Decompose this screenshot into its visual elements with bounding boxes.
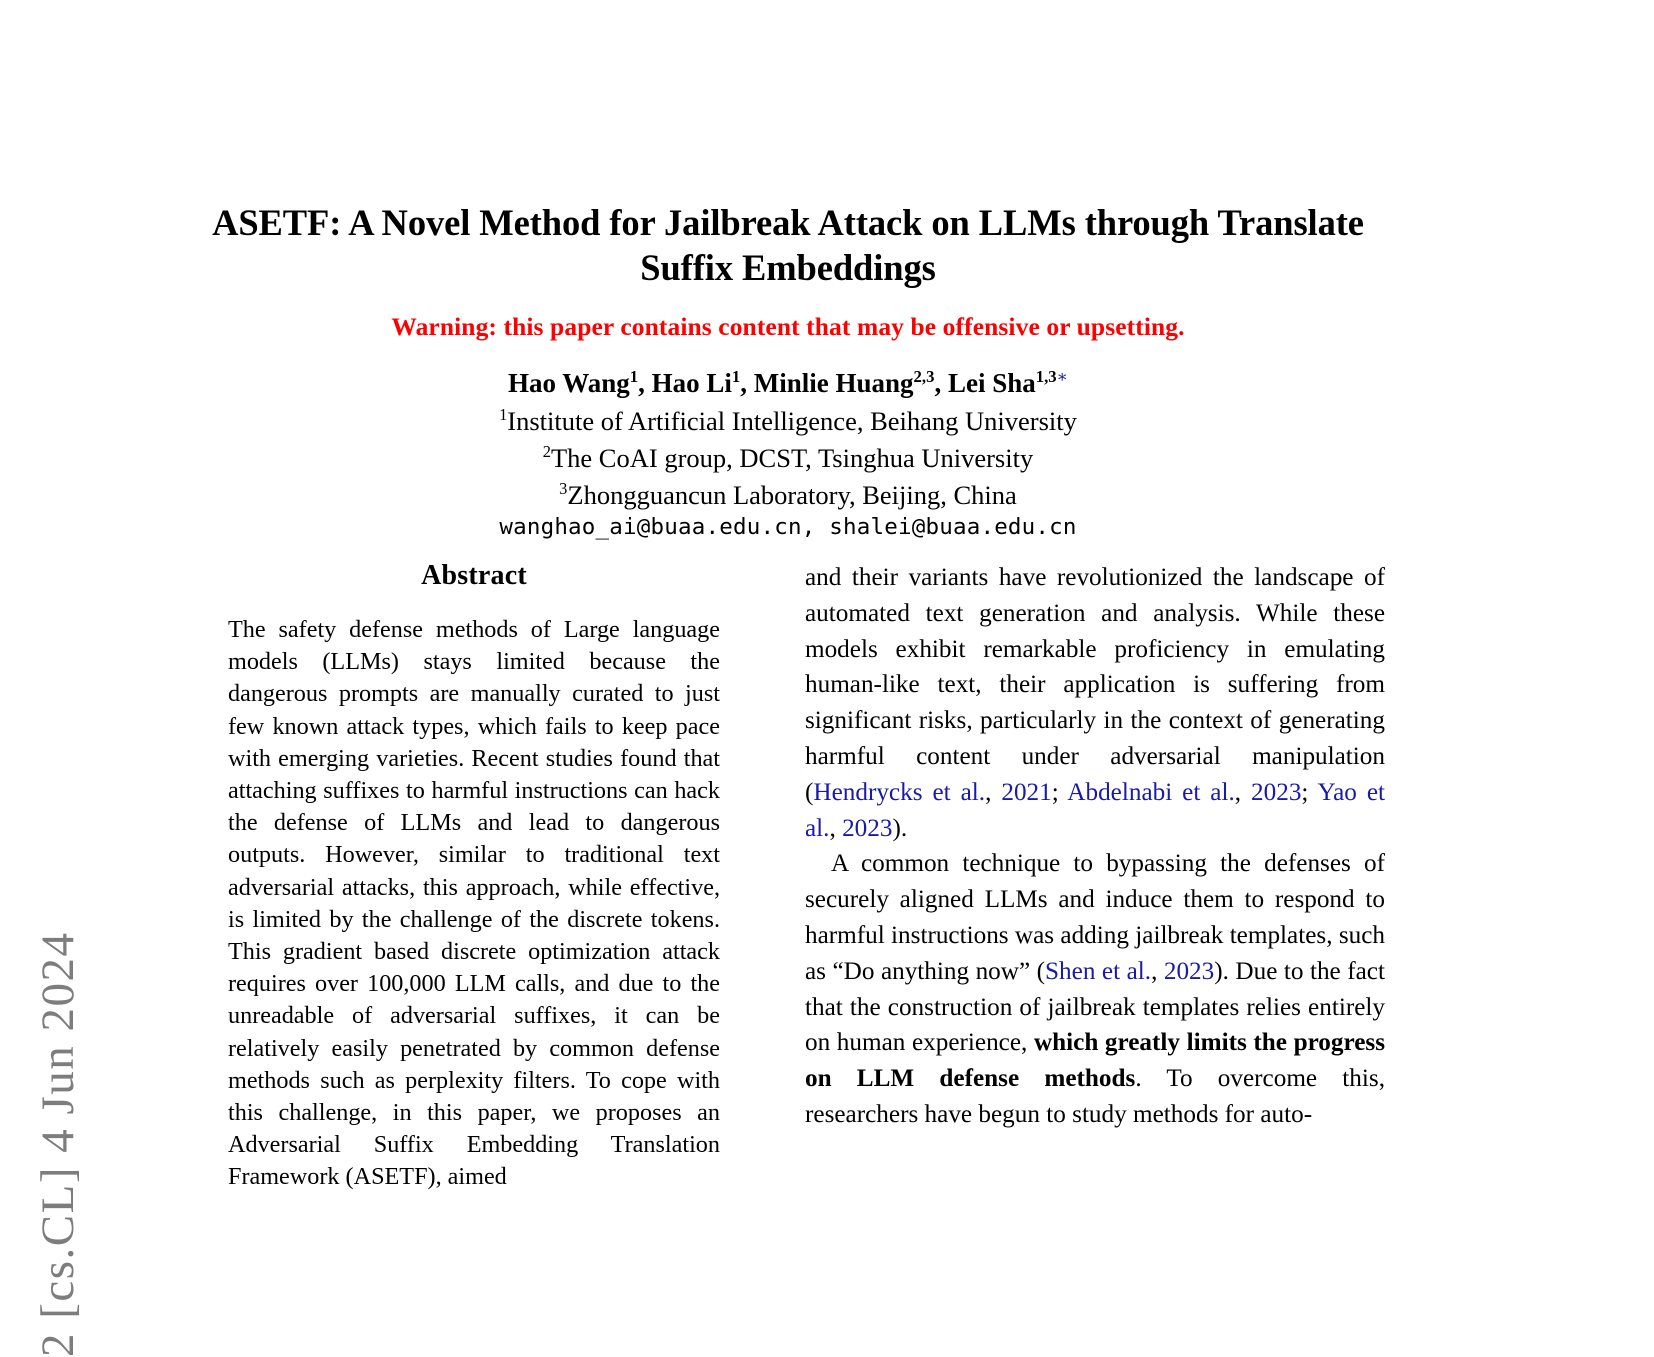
author-affil-marker-1: 1 xyxy=(629,367,639,386)
column-right xyxy=(805,560,1385,1133)
intro-p1-mid3: , xyxy=(1234,778,1252,806)
author-name-2: Hao Li xyxy=(651,368,732,398)
column-left xyxy=(228,560,720,1194)
author-name-4: Lei Sha xyxy=(947,368,1036,398)
corresponding-author-marker: ∗ xyxy=(1056,367,1069,386)
author-name-1: Hao Wang xyxy=(507,368,630,398)
intro-p2-mid1: , xyxy=(1151,957,1164,985)
intro-p2-lead: A common technique to bypassing the defenses of securely aligned LLMs and induce them to respond to harmful instructions was adding jailbreak templates, such as “Do anything now” ( xyxy=(805,850,1385,985)
intro-paragraph-2 xyxy=(805,846,1385,1132)
author-sep-2: , xyxy=(740,368,754,398)
intro-p1-mid1: , xyxy=(985,778,1002,806)
intro-p2-emphasis: which greatly limits the progress on LLM defense methods xyxy=(805,1029,1385,1093)
author-name-3: Minlie Huang xyxy=(753,368,914,398)
author-affil-marker-3: 2,3 xyxy=(913,367,935,386)
citation-shen-year[interactable]: 2023 xyxy=(1163,957,1215,985)
author-affil-marker-4: 1,3 xyxy=(1035,367,1057,386)
author-emails: wanghao_ai@buaa.edu.cn, shalei@buaa.edu.cn xyxy=(499,514,1077,540)
page-title: ASETF: A Novel Method for Jailbreak Attack on LLMs through Translate Suffix Embeddings xyxy=(212,202,1364,289)
content-warning: Warning: this paper contains content that may be offensive or upsetting. xyxy=(391,312,1185,341)
author-sep-3: , xyxy=(934,368,948,398)
affiliation-text-1: Institute of Artificial Intelligence, Beihang University xyxy=(507,406,1077,436)
affiliation-text-2: The CoAI group, DCST, Tsinghua University xyxy=(550,443,1034,473)
citation-hendrycks[interactable]: Hendrycks et al. xyxy=(813,778,986,806)
citation-abdelnabi[interactable]: Abdelnabi et al. xyxy=(1067,778,1235,806)
affiliation-3 xyxy=(180,477,1396,514)
intro-p1-lead: and their variants have revolutionized the landscape of automated text generation and analysis. While these models exhibit remarkable proficiency in emulating human-like text, their application is suffering from significant risks, particularly in the context of generating harmful content under adversarial manipulation ( xyxy=(805,564,1385,806)
author-list xyxy=(180,364,1396,402)
author-sep-1: , xyxy=(638,368,652,398)
intro-p1-tail: ). xyxy=(892,814,908,842)
citation-yao-year[interactable]: 2023 xyxy=(842,814,893,842)
citation-yao[interactable]: Yao et al. xyxy=(805,778,1386,842)
affiliation-text-3: Zhongguancun Laboratory, Beijing, China xyxy=(567,480,1017,510)
intro-p1-mid2: ; xyxy=(1051,778,1068,806)
arxiv-stamp: 2 [cs.CL] 4 Jun 2024 xyxy=(32,931,84,1357)
affiliation-marker-3: 3 xyxy=(559,479,568,499)
citation-hendrycks-year[interactable]: 2021 xyxy=(1001,778,1052,806)
citation-abdelnabi-year[interactable]: 2023 xyxy=(1251,778,1302,806)
intro-p1-mid4: ; xyxy=(1301,778,1318,806)
affiliation-marker-2: 2 xyxy=(542,442,551,462)
abstract-text: The safety defense methods of Large language models (LLMs) stays limited because the dangerous prompts are manually curated to just few known attack types, which fails to keep pace with emerging varieties. Recent studies found that attaching suffixes to harmful instructions can hack the defense of LLMs and lead to dangerous outputs. However, similar to traditional text adversarial attacks, this approach, while effective, is limited by the challenge of the discrete tokens. This gradient based discrete optimization attack requires over 100,000 LLM calls, and due to the unreadable of adversarial suffixes, it can be relatively easily penetrated by common defense methods such as perplexity filters. To cope with this challenge, in this paper, we proposes an Adversarial Suffix Embedding Translation Framework (ASETF), aimed xyxy=(228,616,720,1191)
intro-p2-mid2: ). Due to the fact that the construction of jailbreak templates relies entirely on human experience, xyxy=(805,957,1385,1057)
abstract-heading: Abstract xyxy=(421,560,527,591)
intro-p2-tail: . To overcome this, researchers have begun to study methods for auto- xyxy=(805,1065,1385,1128)
affiliation-marker-1: 1 xyxy=(499,405,508,425)
citation-shen[interactable]: Shen et al. xyxy=(1045,957,1152,985)
affiliation-1 xyxy=(180,403,1396,440)
affiliation-2 xyxy=(180,440,1396,477)
author-affil-marker-2: 1 xyxy=(731,367,741,386)
intro-p1-mid5: , xyxy=(829,814,843,842)
intro-paragraph-1 xyxy=(805,560,1385,846)
